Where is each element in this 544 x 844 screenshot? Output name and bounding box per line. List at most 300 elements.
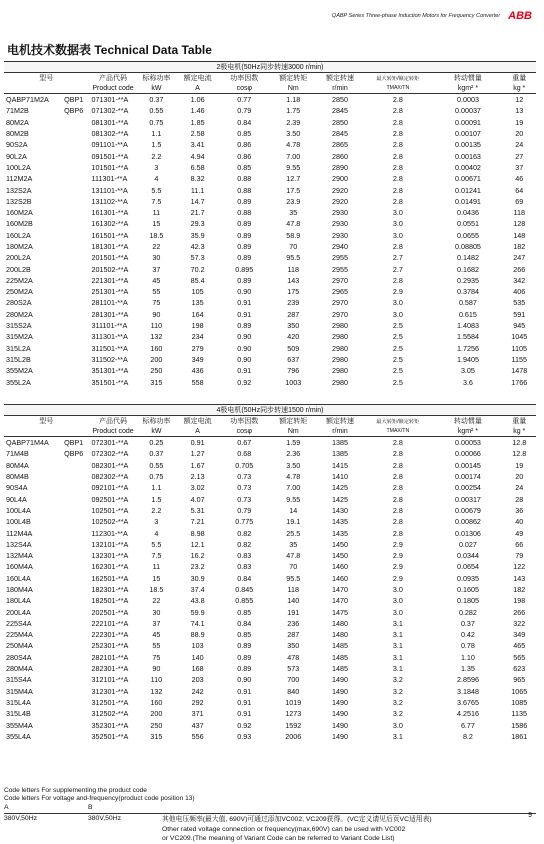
cell-torque: 12.7 bbox=[286, 174, 301, 184]
cell-current: 2.58 bbox=[190, 129, 205, 139]
cell-product-code: 132301-**A bbox=[91, 551, 129, 561]
cell-inertia: 0.00107 bbox=[454, 129, 481, 139]
cell-power: 55 bbox=[152, 641, 161, 651]
cell-type: 80M4A bbox=[6, 460, 29, 470]
cell-power-factor: 0.91 bbox=[237, 309, 252, 319]
cell-power: 37 bbox=[152, 618, 161, 628]
cell-inertia: 0.587 bbox=[458, 298, 477, 308]
cell-inertia: 0.00862 bbox=[454, 517, 481, 527]
col-pf-unit: cosφ bbox=[220, 426, 269, 437]
cell-power-factor: 0.91 bbox=[237, 366, 252, 376]
cell-speed: 1485 bbox=[331, 641, 348, 651]
cell-power: 55 bbox=[152, 287, 161, 297]
cell-speed: 2955 bbox=[331, 264, 348, 274]
cell-power: 2.2 bbox=[151, 505, 162, 515]
cell-power-factor: 0.79 bbox=[237, 106, 252, 116]
cell-power-factor: 0.88 bbox=[237, 174, 252, 184]
cell-current: 29.3 bbox=[190, 219, 205, 229]
cell-speed: 1425 bbox=[331, 483, 348, 493]
table-row bbox=[4, 482, 536, 493]
cell-code bbox=[64, 331, 88, 342]
cell-current: 242 bbox=[191, 686, 204, 696]
table-row bbox=[4, 719, 536, 730]
table-row bbox=[4, 139, 536, 150]
cell-weight: 406 bbox=[513, 287, 526, 297]
cell-code bbox=[64, 516, 88, 527]
table-row bbox=[4, 606, 536, 617]
cell-product-code: 091501-**A bbox=[91, 151, 129, 161]
cell-code bbox=[64, 460, 88, 471]
cell-weight: 36 bbox=[515, 505, 524, 515]
abb-logo: ABB bbox=[508, 10, 532, 22]
cell-torque-ratio: 2.8 bbox=[392, 242, 403, 251]
cell-power-factor: 0.84 bbox=[237, 618, 252, 628]
cell-current: 0.91 bbox=[190, 438, 205, 448]
cell-product-code: 082301-**A bbox=[91, 460, 129, 470]
col-pf-header: 功率因数 bbox=[230, 418, 259, 425]
cell-speed: 2865 bbox=[331, 140, 348, 150]
cell-power: 45 bbox=[152, 630, 161, 640]
cell-power-factor: 0.82 bbox=[237, 539, 252, 549]
col-type-header: 型号 bbox=[39, 418, 54, 425]
cell-torque-ratio: 2.5 bbox=[392, 377, 403, 387]
cell-torque-ratio: 2.5 bbox=[392, 343, 403, 353]
cell-torque-ratio: 3.1 bbox=[392, 641, 403, 651]
table-row bbox=[4, 686, 536, 697]
cell-torque: 70 bbox=[289, 242, 298, 251]
cell-power: 15 bbox=[152, 573, 161, 583]
cell-type: QABP71M4A bbox=[6, 438, 49, 448]
cell-torque-ratio: 2.8 bbox=[392, 106, 403, 116]
table-row bbox=[4, 263, 536, 274]
cell-weight: 1045 bbox=[511, 332, 528, 342]
cell-inertia: 0.00254 bbox=[454, 483, 481, 493]
cell-product-code: 101501-**A bbox=[91, 162, 129, 172]
cell-type: 180M4A bbox=[6, 585, 33, 594]
cell-weight: 1478 bbox=[511, 366, 528, 376]
cell-inertia: 0.0344 bbox=[456, 551, 479, 561]
cell-torque-ratio: 2.7 bbox=[392, 264, 403, 274]
cell-code bbox=[64, 162, 88, 173]
cell-inertia: 0.3784 bbox=[456, 287, 479, 297]
table-row bbox=[4, 117, 536, 128]
cell-type: 160L4A bbox=[6, 573, 31, 583]
cell-code bbox=[64, 629, 88, 640]
cell-current: 135 bbox=[191, 298, 204, 308]
table-2-pole bbox=[4, 61, 536, 388]
cell-speed: 2980 bbox=[331, 321, 348, 331]
cell-code bbox=[64, 286, 88, 297]
cell-weight: 118 bbox=[513, 208, 525, 218]
cell-type: 80M2B bbox=[6, 129, 29, 139]
cell-inertia: 3.6765 bbox=[456, 697, 479, 707]
col-torque-header: 额定转矩 bbox=[279, 418, 308, 425]
cell-power-factor: 0.91 bbox=[237, 686, 252, 696]
cell-weight: 591 bbox=[513, 309, 526, 319]
cell-inertia: 2.8596 bbox=[456, 675, 479, 685]
variant-col-b: B bbox=[88, 804, 93, 811]
cell-torque: 4.78 bbox=[286, 140, 301, 150]
cell-type: 315S2A bbox=[6, 321, 32, 331]
table-row bbox=[4, 595, 536, 606]
cell-inertia: 0.00679 bbox=[454, 505, 481, 515]
col-weight-unit: kg * bbox=[502, 83, 536, 94]
cell-torque-ratio: 3.1 bbox=[392, 664, 403, 674]
cell-inertia: 0.2935 bbox=[456, 275, 479, 285]
cell-weight: 27 bbox=[515, 151, 524, 161]
cell-inertia: 0.1682 bbox=[456, 264, 479, 274]
cell-product-code: 252301-**A bbox=[91, 641, 129, 651]
col-power-unit: kW bbox=[138, 426, 176, 437]
cell-current: 4.94 bbox=[190, 151, 205, 161]
cell-weight: 1861 bbox=[511, 731, 528, 741]
cell-product-code: 131101-**A bbox=[91, 185, 128, 195]
cell-weight: 182 bbox=[513, 585, 526, 594]
cell-type: 80M4B bbox=[6, 472, 29, 482]
cell-type: 132S2B bbox=[6, 196, 32, 206]
cell-speed: 2970 bbox=[331, 309, 348, 319]
cell-power: 4 bbox=[154, 528, 159, 538]
cell-product-code: 081302-**A bbox=[91, 129, 129, 139]
cell-inertia: 0.00053 bbox=[454, 438, 481, 448]
cell-speed: 2955 bbox=[331, 253, 348, 263]
table-row bbox=[4, 731, 536, 742]
cell-torque-ratio: 3.2 bbox=[392, 709, 403, 719]
cell-torque: 35 bbox=[289, 208, 298, 218]
cell-power: 315 bbox=[150, 731, 163, 741]
cell-torque-ratio: 3.0 bbox=[392, 596, 403, 606]
cell-product-code: 162501-**A bbox=[91, 573, 129, 583]
cell-code bbox=[64, 207, 88, 218]
footer-note-2: Code letters For voltage and-frequency(product code position 13) bbox=[4, 795, 195, 802]
cell-weight: 49 bbox=[515, 528, 524, 538]
cell-code bbox=[64, 376, 88, 387]
cell-type: 180L4A bbox=[6, 596, 31, 606]
cell-weight: 565 bbox=[513, 652, 526, 662]
cell-weight: 322 bbox=[513, 618, 526, 628]
cell-product-code: 312301-**A bbox=[91, 686, 129, 696]
table-row bbox=[4, 218, 536, 229]
table-row bbox=[4, 343, 536, 354]
cell-product-code: 092501-**A bbox=[91, 494, 129, 504]
cell-code bbox=[64, 686, 88, 697]
cell-current: 8.32 bbox=[190, 174, 205, 184]
table-4-pole bbox=[4, 404, 536, 742]
cell-product-code: 181301-**A bbox=[91, 242, 129, 251]
col-ratio-header: 最大转矩/额定转矩 bbox=[376, 418, 420, 425]
cell-speed: 2940 bbox=[331, 242, 348, 251]
cell-power: 18.5 bbox=[149, 230, 164, 240]
cell-torque-ratio: 2.9 bbox=[392, 287, 403, 297]
cell-code bbox=[64, 471, 88, 482]
cell-power-factor: 0.89 bbox=[237, 664, 252, 674]
variant-col-a: A bbox=[4, 804, 9, 811]
cell-torque: 1273 bbox=[285, 709, 302, 719]
cell-inertia: 0.0935 bbox=[456, 573, 479, 583]
cell-torque-ratio: 2.8 bbox=[392, 196, 403, 206]
cell-torque: 350 bbox=[287, 641, 300, 651]
cell-weight: 24 bbox=[515, 483, 524, 493]
cell-power-factor: 0.85 bbox=[237, 162, 252, 172]
cell-current: 371 bbox=[191, 709, 204, 719]
col-product-code-header: 产品代码 bbox=[99, 418, 128, 425]
cell-weight: 182 bbox=[513, 242, 526, 251]
cell-power-factor: 0.85 bbox=[237, 607, 252, 617]
cell-speed: 1470 bbox=[331, 596, 348, 606]
cell-current: 14.7 bbox=[190, 196, 205, 206]
cell-code bbox=[64, 719, 88, 730]
cell-torque: 47.8 bbox=[286, 551, 301, 561]
cell-inertia: 0.00091 bbox=[454, 117, 481, 127]
cell-product-code: 201502-**A bbox=[91, 264, 129, 274]
cell-product-code: 131102-**A bbox=[91, 196, 128, 206]
col-product-code-unit: Product code bbox=[89, 83, 138, 94]
cell-weight: 266 bbox=[513, 607, 526, 617]
cell-torque: 19.1 bbox=[286, 517, 301, 527]
cell-code: QBP6 bbox=[64, 449, 84, 459]
cell-power: 7.5 bbox=[151, 551, 162, 561]
cell-torque-ratio: 2.9 bbox=[392, 551, 403, 561]
cell-product-code: 082302-**A bbox=[91, 472, 129, 482]
col-weight-header: 重量 bbox=[512, 75, 527, 82]
cell-inertia: 0.01241 bbox=[454, 185, 481, 195]
cell-power: 7.5 bbox=[151, 196, 162, 206]
cell-torque-ratio: 2.8 bbox=[392, 117, 403, 127]
cell-weight: 12.8 bbox=[512, 449, 527, 459]
cell-power-factor: 0.705 bbox=[235, 460, 254, 470]
cell-weight: 40 bbox=[515, 517, 524, 527]
cell-weight: 623 bbox=[513, 664, 526, 674]
cell-speed: 2850 bbox=[331, 95, 348, 105]
cell-type: 180M2A bbox=[6, 242, 33, 251]
cell-power: 0.37 bbox=[149, 95, 164, 105]
cell-speed: 2900 bbox=[331, 174, 348, 184]
page-title: 电机技术数据表 Technical Data Table bbox=[7, 43, 212, 57]
cell-speed: 1480 bbox=[331, 618, 348, 628]
col-product-code-header: 产品代码 bbox=[99, 75, 128, 82]
cell-torque-ratio: 3.0 bbox=[392, 607, 403, 617]
cell-speed: 2980 bbox=[331, 343, 348, 353]
cell-current: 1.27 bbox=[190, 449, 205, 459]
cell-code bbox=[64, 584, 88, 595]
variant-val-a: 380V,50Hz bbox=[4, 815, 38, 822]
cell-product-code: 222101-**A bbox=[91, 618, 129, 628]
cell-power: 315 bbox=[150, 377, 163, 387]
cell-code bbox=[64, 595, 88, 606]
cell-inertia: 6.77 bbox=[460, 720, 475, 730]
cell-current: 12.1 bbox=[190, 539, 205, 549]
cell-code bbox=[64, 493, 88, 504]
cell-product-code: 182301-**A bbox=[91, 585, 129, 594]
cell-current: 42.3 bbox=[190, 242, 205, 251]
cell-torque-ratio: 3.2 bbox=[392, 686, 403, 696]
cell-weight: 342 bbox=[513, 275, 526, 285]
cell-speed: 2930 bbox=[331, 219, 348, 229]
cell-torque: 2.39 bbox=[286, 117, 301, 127]
cell-power: 5.5 bbox=[151, 185, 162, 195]
cell-type: 160L2A bbox=[6, 230, 31, 240]
table-row bbox=[4, 128, 536, 139]
cell-current: 7.21 bbox=[190, 517, 205, 527]
cell-torque-ratio: 2.8 bbox=[392, 162, 403, 172]
cell-current: 1.67 bbox=[190, 460, 205, 470]
cell-type: 280S4A bbox=[6, 652, 32, 662]
section-title: 4极电机(50Hz同步转速1500 r/min) bbox=[4, 405, 536, 416]
cell-power: 30 bbox=[152, 607, 161, 617]
table-row bbox=[4, 297, 536, 308]
cell-torque: 840 bbox=[287, 686, 300, 696]
cell-type: 315L2A bbox=[6, 343, 31, 353]
col-speed-header: 额定转速 bbox=[325, 75, 354, 82]
cell-power-factor: 0.86 bbox=[237, 140, 252, 150]
table-row bbox=[4, 505, 536, 516]
cell-power: 0.55 bbox=[149, 106, 164, 116]
table-row bbox=[4, 94, 536, 106]
cell-product-code: 072302-**A bbox=[91, 449, 129, 459]
cell-torque: 1019 bbox=[285, 697, 302, 707]
cell-power: 22 bbox=[152, 242, 161, 251]
col-ratio-header: 最大转矩/额定转矩 bbox=[376, 75, 420, 82]
cell-speed: 1470 bbox=[331, 585, 348, 594]
cell-torque: 25.5 bbox=[286, 528, 301, 538]
cell-type: 132S4A bbox=[6, 539, 32, 549]
cell-power: 110 bbox=[150, 675, 163, 685]
cell-type: 355M4A bbox=[6, 720, 33, 730]
cell-power: 90 bbox=[152, 664, 161, 674]
cell-weight: 122 bbox=[513, 562, 526, 572]
cell-type: 225M4A bbox=[6, 630, 33, 640]
table-row bbox=[4, 539, 536, 550]
cell-product-code: 132101-**A bbox=[91, 539, 129, 549]
cell-type: 160M2B bbox=[6, 219, 33, 229]
cell-weight: 128 bbox=[513, 219, 526, 229]
cell-torque: 47.8 bbox=[286, 219, 301, 229]
cell-speed: 1460 bbox=[331, 562, 348, 572]
cell-product-code: 222301-**A bbox=[91, 630, 129, 640]
cell-product-code: 281101-**A bbox=[91, 298, 128, 308]
cell-torque: 1.59 bbox=[286, 438, 301, 448]
col-torque-header: 额定转矩 bbox=[279, 75, 308, 82]
cell-torque: 1.75 bbox=[286, 106, 301, 116]
cell-power: 1.5 bbox=[151, 140, 162, 150]
cell-power-factor: 0.775 bbox=[235, 517, 254, 527]
cell-inertia: 0.0551 bbox=[456, 219, 479, 229]
cell-product-code: 161302-**A bbox=[91, 219, 129, 229]
cell-power-factor: 0.89 bbox=[237, 242, 252, 251]
cell-type: 355L4A bbox=[6, 731, 31, 741]
cell-torque-ratio: 2.8 bbox=[392, 505, 403, 515]
cell-code bbox=[64, 505, 88, 516]
cell-weight: 945 bbox=[513, 321, 526, 331]
col-product-code-unit: Product code bbox=[89, 426, 138, 437]
cell-product-code: 221301-**A bbox=[91, 275, 129, 285]
cell-torque: 9.55 bbox=[286, 162, 301, 172]
cell-power: 22 bbox=[152, 596, 161, 606]
cell-weight: 20 bbox=[515, 129, 524, 139]
table-row bbox=[4, 584, 536, 595]
cell-type: 90S2A bbox=[6, 140, 28, 150]
cell-current: 1.46 bbox=[190, 106, 205, 116]
cell-type: 160M2A bbox=[6, 208, 33, 218]
cell-torque: 637 bbox=[287, 354, 300, 364]
cell-type: 100L2A bbox=[6, 162, 31, 172]
cell-torque: 1592 bbox=[285, 720, 302, 730]
col-current-unit: A bbox=[175, 426, 220, 437]
cell-power-factor: 0.845 bbox=[235, 585, 254, 594]
cell-code bbox=[64, 731, 88, 742]
cell-power: 0.55 bbox=[149, 460, 164, 470]
cell-code bbox=[64, 139, 88, 150]
cell-torque: 17.5 bbox=[286, 185, 301, 195]
cell-inertia: 0.615 bbox=[458, 309, 477, 319]
cell-speed: 1490 bbox=[331, 686, 348, 696]
cell-inertia: 0.00135 bbox=[454, 140, 481, 150]
cell-product-code: 352501-**A bbox=[91, 731, 129, 741]
cell-torque-ratio: 2.8 bbox=[392, 460, 403, 470]
cell-torque: 118 bbox=[287, 264, 299, 274]
cell-inertia: 0.0655 bbox=[456, 230, 479, 240]
cell-power-factor: 0.85 bbox=[237, 129, 252, 139]
cell-power: 1.1 bbox=[151, 129, 162, 139]
cell-product-code: 111301-**A bbox=[91, 174, 128, 184]
cell-product-code: 102501-**A bbox=[91, 505, 129, 515]
cell-power: 3 bbox=[154, 517, 159, 527]
col-ratio-unit: TMAX/TN bbox=[362, 426, 433, 437]
cell-power-factor: 0.91 bbox=[237, 697, 252, 707]
cell-current: 3.41 bbox=[190, 140, 205, 150]
cell-speed: 1490 bbox=[331, 731, 348, 741]
cell-weight: 1135 bbox=[511, 709, 527, 719]
cell-speed: 2920 bbox=[331, 185, 348, 195]
cell-inertia: 0.1805 bbox=[456, 596, 479, 606]
table-row bbox=[4, 573, 536, 584]
cell-weight: 79 bbox=[515, 551, 524, 561]
cell-inertia: 0.00163 bbox=[454, 151, 481, 161]
cell-product-code: 351301-**A bbox=[91, 366, 129, 376]
cell-torque: 1.18 bbox=[286, 95, 301, 105]
col-type-unit bbox=[4, 426, 89, 437]
cell-speed: 1450 bbox=[331, 551, 348, 561]
cell-torque-ratio: 2.8 bbox=[392, 494, 403, 504]
cell-inertia: 0.0436 bbox=[456, 208, 479, 218]
cell-type: 200L4A bbox=[6, 607, 31, 617]
cell-inertia: 0.00066 bbox=[454, 449, 481, 459]
cell-power: 3 bbox=[154, 162, 159, 172]
cell-power-factor: 0.90 bbox=[237, 675, 252, 685]
cell-type: 315L4A bbox=[6, 697, 31, 707]
cell-weight: 20 bbox=[515, 472, 524, 482]
cell-code bbox=[64, 573, 88, 584]
cell-speed: 2845 bbox=[331, 129, 348, 139]
cell-torque: 236 bbox=[287, 618, 300, 628]
cell-current: 85.4 bbox=[190, 275, 205, 285]
cell-code bbox=[64, 230, 88, 241]
cell-type: 280M4A bbox=[6, 664, 33, 674]
col-current-header: 额定电流 bbox=[183, 75, 212, 82]
cell-torque-ratio: 3.1 bbox=[392, 731, 403, 741]
cell-speed: 1485 bbox=[331, 664, 348, 674]
cell-torque: 796 bbox=[287, 366, 300, 376]
table-row bbox=[4, 196, 536, 207]
cell-speed: 1385 bbox=[331, 438, 348, 448]
col-speed-header: 额定转速 bbox=[325, 418, 354, 425]
cell-weight: 64 bbox=[515, 185, 524, 195]
cell-power: 1.1 bbox=[151, 483, 162, 493]
cell-power: 30 bbox=[152, 253, 161, 263]
cell-torque-ratio: 3.2 bbox=[392, 697, 403, 707]
cell-torque-ratio: 2.5 bbox=[392, 332, 403, 342]
cell-power: 0.75 bbox=[149, 472, 164, 482]
